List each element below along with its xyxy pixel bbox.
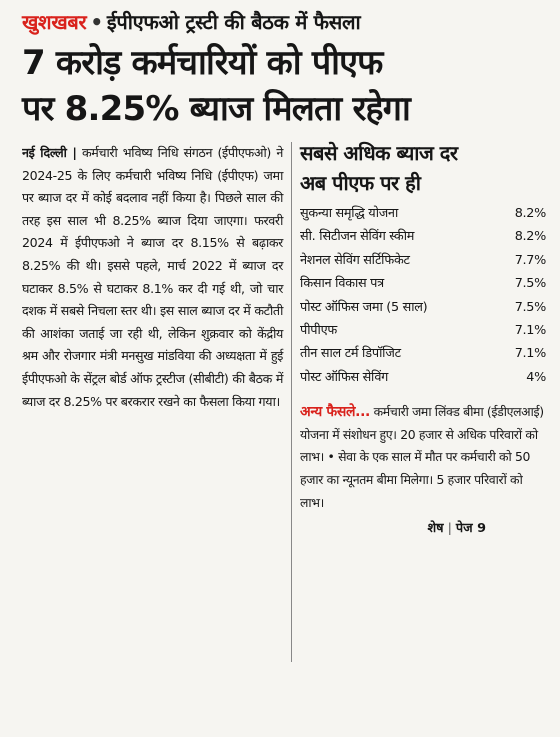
scheme-rate: 7.1% (514, 323, 546, 339)
story-body: कर्मचारी भविष्य निधि संगठन (ईपीएफओ) ने 2024-25 के लिए कर्मचारी भविष्य निधि (ईपीएफ) जमा पर ब्याज दर में कोई बदलाव नहीं किया है। पिछले साल की तरह इस साल भी 8.25% ब्याज दिया जाएगा। फरवरी 2024 में ईपीएफओ ने ब्याज दर 8.15% से बढ़ाकर 8.25% की थी। इससे पहले, मार्च 2022 में ब्याज दर घटाकर 8.5% से घटाकर 8.1% कर दी गई थी, जो चार दशक में सबसे निचला स्तर थी। इस साल ब्याज दर में कटौती की आशंका जताई जा रही थी, लेकिन शुक्रवार को केंद्रीय श्रम और रोजगार मंत्री मनसुख मांडविया की अध्यक्षता में हुई ईपीएफओ के सेंट्रल बोर्ड ऑफ ट्रस्टीज (सीबीटी) की बैठक में ब्याज दर 8.25% पर बरकरार रखने का फैसला किया गया। (22, 145, 283, 409)
rate-row (300, 366, 546, 389)
scheme-rate: 8.2% (514, 229, 546, 245)
other-decisions (300, 401, 546, 514)
scheme-name: पीपीएफ (300, 323, 337, 339)
kicker-bullet: • (90, 10, 103, 34)
headline (22, 40, 546, 132)
rates-title (300, 138, 546, 198)
scheme-rate: 4% (526, 369, 546, 385)
scheme-name: पोस्ट ऑफिस सेविंग (300, 369, 389, 385)
scheme-name: तीन साल टर्म डिपॉजिट (300, 346, 401, 362)
scheme-name: सी. सिटीजन सेविंग स्कीम (300, 229, 415, 245)
scheme-rate: 7.5% (514, 299, 546, 315)
side-column (292, 142, 546, 662)
scheme-name: पोस्ट ऑफिस जमा (5 साल) (300, 299, 428, 315)
scheme-name: किसान विकास पत्र (300, 276, 384, 292)
continued-separator: | (447, 521, 452, 537)
scheme-name: नेशनल सेविंग सर्टिफिकेट (300, 252, 410, 268)
headline-line-1: 7 करोड़ कर्मचारियों को पीएफ (22, 43, 383, 83)
other-decisions-tag: अन्य फैसले... (300, 404, 371, 421)
rate-row (300, 272, 546, 295)
other-decisions-text: कर्मचारी जमा लिंक्ड बीमा (ईडीएलआई) योजना में संशोधन हुए। 20 हजार से अधिक परिवारों को लाभ। • सेवा के एक साल में मौत पर कर्मचारी को 50 हजार का न्यूनतम बीमा मिलेगा। 5 हजार परिवारों को लाभ। (300, 404, 544, 510)
headline-line-2: पर 8.25% ब्याज मिलता रहेगा (22, 89, 410, 129)
kicker-text: ईपीएफओ ट्रस्टी की बैठक में फैसला (106, 10, 361, 34)
rate-row (300, 342, 546, 365)
kicker-tag: खुशखबर (22, 10, 87, 34)
continued-note (300, 518, 546, 536)
scheme-rate: 8.2% (514, 206, 546, 221)
scheme-rate: 7.5% (514, 276, 546, 292)
rate-row (300, 319, 546, 342)
rate-row (300, 225, 546, 248)
kicker-line (22, 8, 546, 36)
rates-title-line-2: अब पीएफ पर ही (300, 171, 421, 195)
dateline: नई दिल्ली | (22, 145, 77, 160)
rate-row (300, 296, 546, 319)
scheme-name: सुकन्या समृद्धि योजना (300, 206, 399, 221)
story-column (22, 142, 292, 662)
rate-row (300, 202, 546, 225)
scheme-rate: 7.1% (514, 346, 546, 362)
rates-list (300, 202, 546, 389)
article-columns (22, 142, 546, 662)
scheme-rate: 7.7% (514, 252, 546, 268)
continued-label: शेष (427, 521, 444, 537)
continued-page: पेज 9 (455, 521, 486, 537)
rates-title-line-1: सबसे अधिक ब्याज दर (300, 141, 458, 165)
rate-row (300, 249, 546, 272)
